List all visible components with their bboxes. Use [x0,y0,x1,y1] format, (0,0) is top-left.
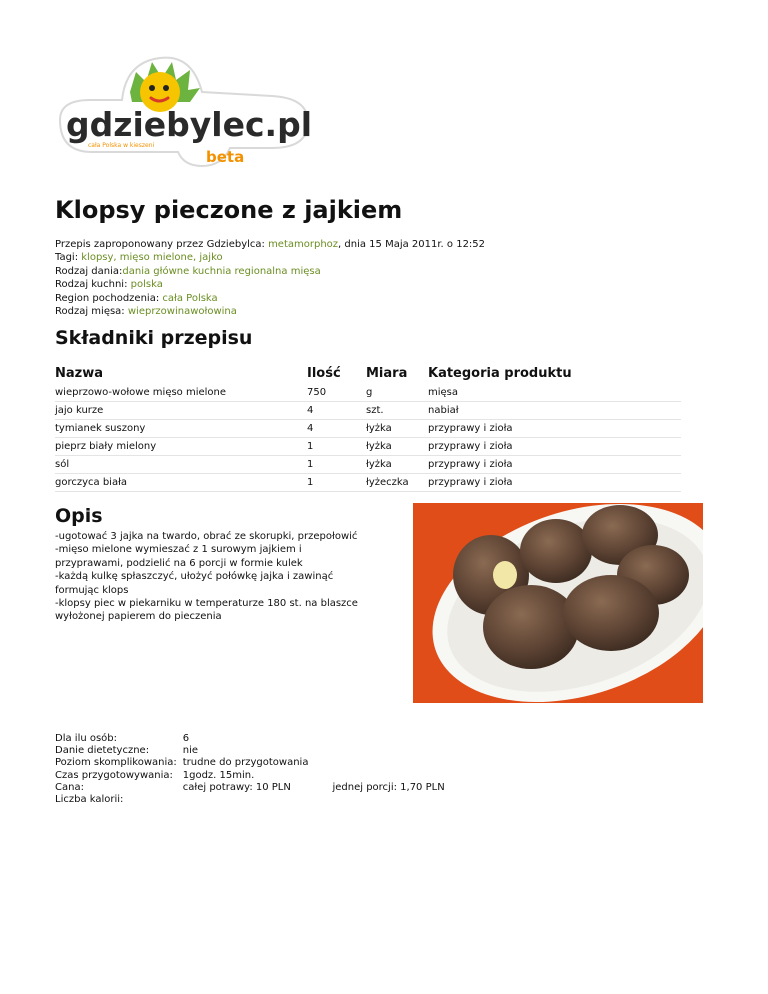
description-line: -ugotować 3 jajka na twardo, obrać ze skorupki, przepołowić [55,531,358,542]
cell-name: gorczyca biała [55,474,307,492]
description-line: -klopsy piec w piekarniku w temperaturze 180 st. na blaszce [55,598,358,610]
meat-link[interactable]: wieprzowinawołowina [127,306,237,318]
detail-row-diet: Danie dietetyczne: nie [55,745,199,757]
cell-amount: 1 [307,438,366,456]
logo-name: gdziebylec.pl [66,105,312,144]
col-header-amount: Ilość [307,365,341,381]
cell-name: tymianek suszony [55,420,307,438]
detail-row-calories: Liczba kalorii: [55,794,124,806]
recipe-title: Klopsy pieczone z jajkiem [55,196,403,224]
cell-category: przyprawy i zioła [428,456,681,474]
cell-unit: łyżeczka [366,474,428,492]
detail-row-price: Cana: całej potrawy: 10 PLN jednej porcji: 1,70 PLN [55,781,445,793]
table-row [55,474,681,492]
table-row [55,438,681,456]
description-line: wyłożonej papierem do pieczenia [55,611,222,623]
cell-category: przyprawy i zioła [428,438,681,456]
cuisine-link[interactable]: polska [130,279,163,291]
ingredients-header-row [55,362,681,384]
recipe-details [55,733,451,806]
description-text [55,530,358,624]
meta-proposed: Przepis zaproponowany przez Gdziebylca: metamorphoz, dnia 15 Maja 2011r. o 12:52 [55,239,486,250]
description-line: przyprawami, podzielić na 6 porcji w formie kulek [55,557,303,569]
recipe-meta [55,238,485,318]
detail-row-time: Czas przygotowywania: 1godz. 15min. [55,769,255,781]
cell-unit: g [366,384,428,402]
cell-category: przyprawy i zioła [428,474,681,492]
meta-meat: Rodzaj mięsa: wieprzowinawołowina [55,306,237,318]
logo-beta-badge: beta [206,148,245,166]
cell-category: mięsa [428,384,681,402]
description-heading: Opis [55,505,103,527]
gdziebylec-logo[interactable] [52,48,312,170]
cell-amount: 1 [307,474,366,492]
cell-name: pieprz biały mielony [55,438,307,456]
detail-row-difficulty: Poziom skomplikowania: trudne do przygotowania [55,757,309,769]
cell-amount: 4 [307,402,366,420]
cell-unit: szt. [366,402,428,420]
meatballs-on-plate-photo [413,503,703,703]
meta-region: Region pochodzenia: cała Polska [55,292,218,304]
description-line: -mięso mielone wymieszać z 1 surowym jajkiem i [55,544,302,556]
author-link[interactable]: metamorphoz [268,239,339,250]
col-header-unit: Miara [366,365,408,381]
ingredients-heading: Składniki przepisu [55,327,253,349]
meta-cuisine: Rodzaj kuchni: polska [55,279,163,291]
cell-unit: łyżka [366,456,428,474]
cell-unit: łyżka [366,438,428,456]
col-header-category: Kategoria produktu [428,365,572,381]
cell-amount: 4 [307,420,366,438]
meta-tags: Tagi: klopsy, mięso mielone, jajko [55,252,223,264]
cell-name: sól [55,456,307,474]
cell-name: jajo kurze [55,402,307,420]
region-link[interactable]: cała Polska [162,292,218,304]
description-line: formując klops [55,584,129,596]
table-row [55,402,681,420]
table-row [55,420,681,438]
cell-name: wieprzowo-wołowe mięso mielone [55,384,307,402]
detail-row-servings: Dla ilu osób: 6 [55,733,190,744]
cell-unit: łyżka [366,420,428,438]
cell-amount: 1 [307,456,366,474]
cell-category: przyprawy i zioła [428,420,681,438]
cell-amount: 750 [307,384,366,402]
dish-type-link[interactable]: dania główne kuchnia regionalna mięsa [122,265,321,277]
table-row [55,456,681,474]
description-line: -każdą kulkę spłaszczyć, ułożyć połówkę jajka i zawinąć [55,571,334,583]
meta-dish-type: Rodzaj dania:dania główne kuchnia regionalna mięsa [55,265,321,277]
logo-tagline: cała Polska w kieszeni [88,142,155,149]
col-header-name: Nazwa [55,365,104,381]
cell-category: nabiał [428,402,681,420]
table-row [55,384,681,402]
ingredients-table [55,362,681,492]
tags-link[interactable]: klopsy, mięso mielone, jajko [81,252,223,264]
